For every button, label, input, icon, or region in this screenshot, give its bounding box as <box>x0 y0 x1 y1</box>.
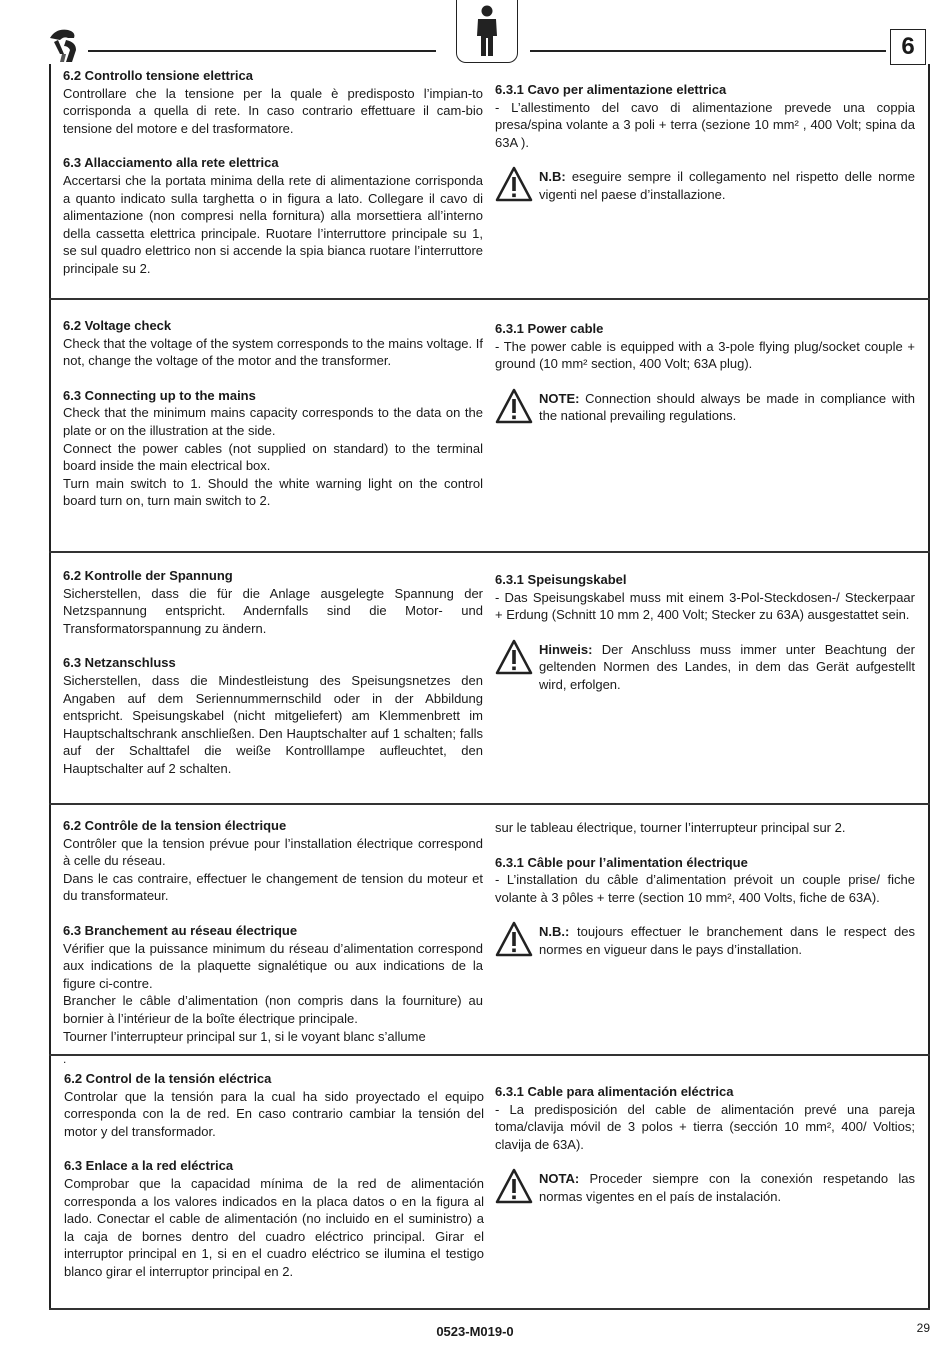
heading: 6.3.1 Cable para alimentación eléctrica <box>495 1084 734 1099</box>
paragraph: - The power cable is equipped with a 3-pole flying plug/socket couple + ground (10 mm² section, 400 Volt; 63A plug). <box>495 338 915 372</box>
note-label: NOTE: <box>539 390 580 406</box>
heading: 6.3.1 Câble pour l’alimentation électrique <box>495 854 748 870</box>
paragraph: - La predisposición del cable de alimentación prevé una pareja toma/clavija móvil de 3 polos + tierra (sección 10 mm², 400/ Voltios; clavija de 63A). <box>495 1101 915 1152</box>
note-text: Proceder siempre con la conexión respetando las normas vigentes en el país de instalación. <box>539 1171 915 1204</box>
note-label: NOTA: <box>539 1171 580 1187</box>
paragraph: Controlar que la tensión para la cual ha sido proyectado el equipo corresponda con la de red. En caso contrario cambiar la tensión del motor y del transformador. <box>64 1088 484 1139</box>
paragraph: Dans le cas contraire, effectuer le changement de tension du moteur et du transformateur. <box>63 870 483 904</box>
section-fr-right <box>495 819 915 959</box>
chapter-number-box: 6 <box>890 29 926 65</box>
heading: 6.3.1 Cavo per alimentazione elettrica <box>495 82 727 97</box>
heading: 6.3 Enlace a la red eléctrica <box>64 1158 234 1174</box>
note-label: N.B: <box>539 169 566 185</box>
paragraph: Connect the power cables (not supplied on standard) to the terminal board inside the main electrical box. <box>63 440 483 474</box>
heading: 6.2 Kontrolle der Spannung <box>63 568 233 583</box>
heading: 6.3 Connecting up to the mains <box>63 387 256 403</box>
stray-mark: . <box>63 1052 67 1066</box>
section-en-right <box>495 320 915 425</box>
page-number: 29 <box>916 1321 930 1335</box>
warning-note <box>495 641 915 694</box>
warning-note <box>495 923 915 958</box>
heading: 6.2 Contrôle de la tension électrique <box>63 818 287 833</box>
header-rule-left <box>88 50 436 52</box>
paragraph: sur le tableau électrique, tourner l’interrupteur principal sur 2. <box>495 820 846 835</box>
warning-triangle-icon <box>495 166 533 202</box>
warning-triangle-icon <box>495 1168 533 1204</box>
section-it-right <box>495 81 915 204</box>
paragraph: Contrôler que la tension prévue pour l’installation électrique correspond à celle du réseau. <box>63 835 483 869</box>
warning-triangle-icon <box>495 639 533 675</box>
section-de-right <box>495 571 915 694</box>
section-divider <box>49 803 930 805</box>
heading: 6.3.1 Speisungskabel <box>495 572 627 587</box>
paragraph: Sicherstellen, dass die Mindestleistung des Speisungsnetzes den Angaben auf dem Seriennummernschild oder in der Abbildung entspricht. Speisungskabel (nicht mitgeliefert) am Klemmenbrett im Hauptschaltschrank anschließen. Den Hauptschalter auf 1 schalten; falls auf der Schalttafel die weiße Kontrolllampe aufleuchtet, den Hauptschalter auf 2 schalten. <box>63 672 483 776</box>
paragraph: Comprobar que la capacidad mínima de la red de alimentación corresponda a los valores indicados en la placa datos o en la figura al lado. Conectar el cable de alimentación (no incluido en el suministro) a la caja de bornes dentro del cuadro eléctrico principal. Girar el interruptor principal en 1, si en el cuadro eléctrico se ilumina el testigo blanco girar el interruptor principal en 2. <box>64 1175 484 1279</box>
warning-note <box>495 168 915 203</box>
note-label: N.B.: <box>539 924 570 940</box>
section-divider <box>49 298 930 300</box>
paragraph: - L’allestimento del cavo di alimentazione prevede una coppia presa/spina volante a 3 poli + terra (sezione 10 mm² , 400 Volt; spina da 63A ). <box>495 99 915 150</box>
section-en-left <box>63 317 483 510</box>
page-frame-right <box>928 64 930 1309</box>
page-bottom-rule <box>49 1308 930 1310</box>
section-it-left <box>63 67 483 278</box>
header-rule-right <box>530 50 886 52</box>
operator-icon <box>456 0 518 63</box>
section-es-left <box>64 1070 484 1281</box>
section-de-left <box>63 567 483 778</box>
note-text: Connection should always be made in compliance with the national prevailing regulations. <box>539 390 915 424</box>
warning-note <box>495 390 915 425</box>
warning-triangle-icon <box>495 921 533 957</box>
warning-triangle-icon <box>495 388 533 424</box>
note-text: eseguire sempre il collegamento nel rispetto delle norme vigenti nel paese d’installazione. <box>539 169 915 202</box>
brand-logo-icon <box>46 24 86 64</box>
heading: 6.2 Controllo tensione elettrica <box>63 68 253 83</box>
paragraph: Tourner l’interrupteur principal sur 1, si le voyant blanc s’allume <box>63 1028 426 1044</box>
paragraph: Accertarsi che la portata minima della rete di alimentazione corrisponda a quanto indicato sulla targhetta o in figura a lato. Collegare il cavo di alimentazione (non compresi nella fornitura) alla morsettiera all’interno della cassetta elettrica principale. Ruotare l’interruttore principale su 1, se sul quadro elettrico non si accende la spia bianca ruotare l’interruttore principale su 2. <box>63 172 483 276</box>
warning-note <box>495 1170 915 1205</box>
paragraph: Turn main switch to 1. Should the white warning light on the control board turn on, turn main switch to 2. <box>63 475 483 509</box>
paragraph: - Das Speisungskabel muss mit einem 3-Pol-Steckdosen-/ Steckerpaar + Erdung (Schnitt 10 mm 2, 400 Volt; Stecker zu 63A) ausgestattet sein. <box>495 589 915 623</box>
paragraph: Check that the minimum mains capacity corresponds to the data on the plate or on the illustration at the side. <box>63 405 483 438</box>
section-es-right <box>495 1083 915 1206</box>
paragraph: Check that the voltage of the system corresponds to the mains voltage. If not, change the voltage of the motor and the transformer. <box>63 335 483 369</box>
document-code: 0523-M019-0 <box>436 1324 514 1339</box>
heading: 6.3.1 Power cable <box>495 321 604 336</box>
paragraph: - L’installation du câble d’alimentation prévoit un couple prise/ fiche volante à 3 pôles + terre (section 10 mm², 400 Volts, fiche de 63A). <box>495 872 915 905</box>
note-label: Hinweis: <box>539 641 593 657</box>
paragraph: Brancher le câble d’alimentation (non compris dans la fourniture) au bornier à l’intérieur de la boîte électrique principale. <box>63 993 483 1026</box>
heading: 6.3 Allacciamento alla rete elettrica <box>63 155 279 171</box>
section-fr-left <box>63 817 483 1045</box>
heading: 6.3 Netzanschluss <box>63 655 176 671</box>
note-text: toujours effectuer le branchement dans le respect des normes en vigueur dans le pays d’installation. <box>539 924 915 957</box>
heading: 6.3 Branchement au réseau électrique <box>63 922 298 938</box>
section-divider <box>49 1054 930 1056</box>
heading: 6.2 Control de la tensión eléctrica <box>64 1071 272 1086</box>
section-divider <box>49 551 930 553</box>
note-text: Der Anschluss muss immer unter Beachtung der geltenden Normen des Landes, in dem das Gerät aufgestellt wird, erfolgen. <box>539 641 915 692</box>
heading: 6.2 Voltage check <box>63 318 172 333</box>
paragraph: Vérifier que la puissance minimum du réseau d’alimentation correspond aux indications de la plaquette signalétique ou aux indications de la figure ci-contre. <box>63 940 483 991</box>
paragraph: Controllare che la tensione per la quale è predisposto l’impian-to corrisponda a quella di rete. In caso contrario effettuare il cam-bio tensione del motore e del trasformatore. <box>63 85 483 136</box>
paragraph: Sicherstellen, dass die für die Anlage ausgelegte Spannung der Netzspannung entspricht. Andernfalls sind die Motor- und Transformatorspannung zu ändern. <box>63 585 483 636</box>
